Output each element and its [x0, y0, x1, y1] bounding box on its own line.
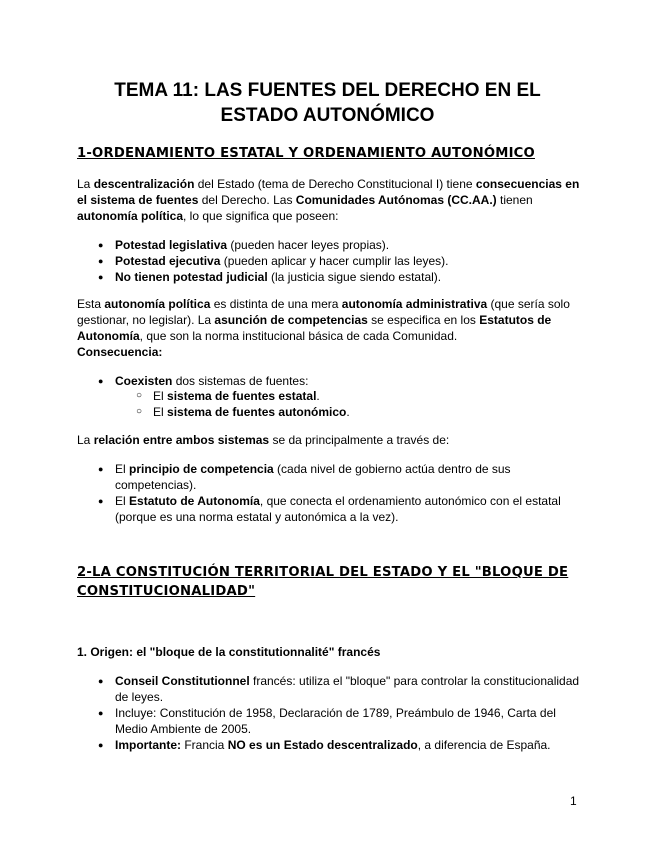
list-item: Potestad legislativa (pueden hacer leyes propias). [115, 238, 390, 252]
page-number: 1 [570, 794, 577, 808]
bullet-icon: ● [98, 464, 104, 474]
list-item: No tienen potestad judicial (la justicia sigue siendo estatal). [115, 270, 442, 284]
list-item: Potestad ejecutiva (pueden aplicar y hacer cumplir las leyes). [115, 254, 449, 268]
list-item: El principio de competencia (cada nivel de gobierno actúa dentro de sus competencias). [115, 462, 511, 492]
section-1-heading: 1-ORDENAMIENTO ESTATAL Y ORDENAMIENTO AUTONÓMICO [77, 146, 535, 161]
list-item: El Estatuto de Autonomía, que conecta el ordenamiento autonómico con el estatal (porque es una norma estatal y autonómica a la vez). [115, 494, 561, 524]
bullet-icon: ● [98, 676, 104, 686]
list-item: Incluye: Constitución de 1958, Declaración de 1789, Preámbulo de 1946, Carta del Medio Ambiente de 2005. [115, 706, 556, 736]
document-title-line-2: ESTADO AUTONÓMICO [220, 105, 435, 126]
bullet-icon: ● [98, 272, 104, 282]
subsection-heading: 1. Origen: el "bloque de la constitutionnalité" francés [77, 645, 381, 659]
bullet-icon: ● [98, 256, 104, 266]
section-1-paragraph-3: La relación entre ambos sistemas se da principalmente a través de: [77, 433, 450, 447]
list-item: El sistema de fuentes estatal. [153, 389, 320, 403]
section-2-heading-line-2: CONSTITUCIONALIDAD" [77, 584, 256, 599]
section-1-paragraph-2: Esta autonomía política es distinta de una mera autonomía administrativa (que sería solo gestionar, no legislar). La asunción de competencias se especifica en los Estatutos de Autonomía, que son la norma institucional básica de cada Comunidad. Consecuencia: [77, 297, 570, 359]
list-item: Conseil Constitutionnel francés: utiliza el "bloque" para controlar la constitucionalidad de leyes. [115, 674, 580, 704]
bullet-icon: ● [98, 240, 104, 250]
bullet-icon: ● [98, 708, 104, 718]
list-item: Coexisten dos sistemas de fuentes: [115, 374, 309, 388]
document-title-line-1: TEMA 11: LAS FUENTES DEL DERECHO EN EL [114, 80, 541, 101]
bullet-icon: ● [98, 496, 104, 506]
section-2-heading-line-1: 2-LA CONSTITUCIÓN TERRITORIAL DEL ESTADO Y EL "BLOQUE DE [77, 565, 569, 580]
bullet-icon: ● [98, 740, 104, 750]
list-item: Importante: Francia NO es un Estado descentralizado, a diferencia de España. [115, 738, 551, 752]
hollow-bullet-icon: ○ [136, 390, 143, 401]
section-1-paragraph-1: La descentralización del Estado (tema de Derecho Constitucional I) tiene consecuencias en el sistema de fuentes del Derecho. Las Comunidades Autónomas (CC.AA.) tienen autonomía política, lo que significa que poseen: [77, 177, 580, 223]
bullet-icon: ● [98, 376, 104, 386]
list-item: El sistema de fuentes autonómico. [153, 405, 350, 419]
hollow-bullet-icon: ○ [136, 406, 143, 417]
